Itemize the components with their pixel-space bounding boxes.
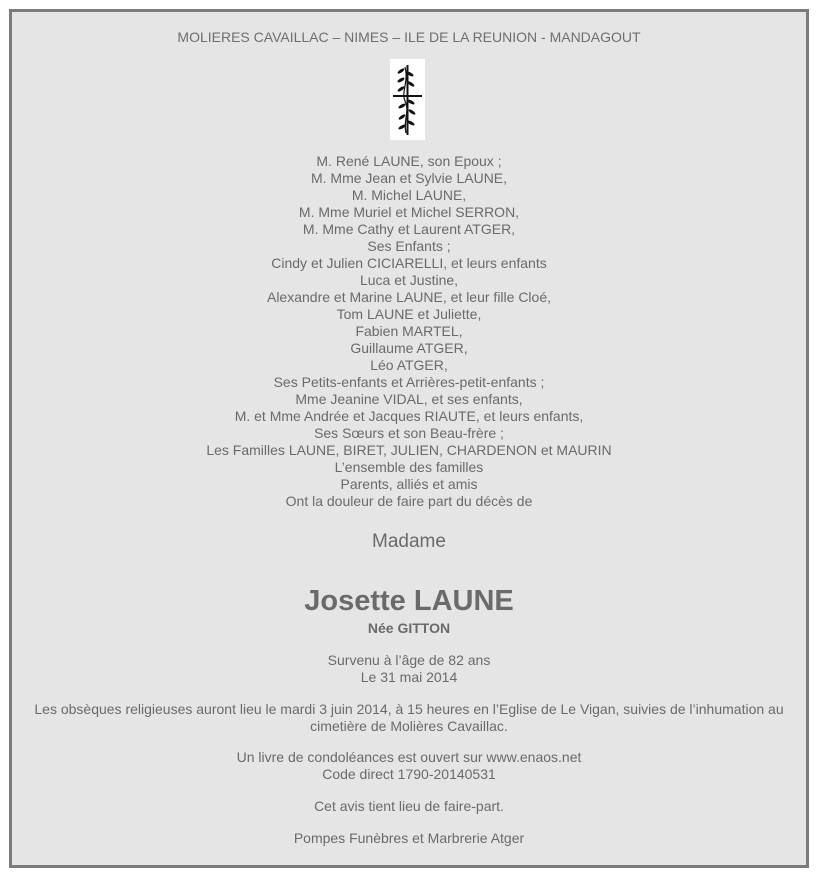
family-line: Ses Sœurs et son Beau-frère ; [314, 425, 504, 441]
family-line: L’ensemble des familles [334, 459, 484, 475]
family-line: Luca et Justine, [359, 272, 459, 288]
family-line: M. René LAUNE, son Epoux ; [316, 153, 502, 169]
family-line: Cindy et Julien CICIARELLI, et leurs enfants [271, 255, 547, 271]
family-line: M. Mme Cathy et Laurent ATGER, [302, 221, 516, 237]
maiden-name: Née GITTON [367, 620, 451, 636]
family-line: M. Mme Jean et Sylvie LAUNE, [310, 170, 508, 186]
family-line: M. Michel LAUNE, [351, 187, 467, 203]
family-line: Léo ATGER, [370, 357, 448, 373]
deceased-title: Madame [372, 531, 446, 552]
family-line: Ses Enfants ; [367, 238, 451, 254]
deceased-name: Josette LAUNE [304, 585, 514, 617]
funeral-details: Les obsèques religieuses auront lieu le mardi 3 juin 2014, à 15 heures en l’Eglise de Le Vigan, suivies de l’inhumation au cimetière de Molières Cavaillac. [34, 701, 784, 734]
date-line: Le 31 mai 2014 [360, 669, 458, 685]
funeral-home: Pompes Funèbres et Marbrerie Atger [293, 830, 525, 846]
cross-with-olive-branch-icon [390, 59, 425, 140]
family-line: Parents, alliés et amis [340, 476, 478, 492]
family-line: Tom LAUNE et Juliette, [336, 306, 482, 322]
condolences-info [24, 749, 794, 783]
family-list [12, 153, 806, 510]
obituary-notice [9, 9, 809, 868]
locations-header: MOLIERES CAVAILLAC – NIMES – ILE DE LA REUNION - MANDAGOUT [177, 29, 641, 45]
family-line: Guillaume ATGER, [350, 340, 468, 356]
family-line: Les Familles LAUNE, BIRET, JULIEN, CHARDENON et MAURIN [206, 442, 612, 458]
family-line: Alexandre et Marine LAUNE, et leur fille Cloé, [266, 289, 552, 305]
family-line: M. Mme Muriel et Michel SERRON, [298, 204, 520, 220]
condolences-line: Un livre de condoléances est ouvert sur www.enaos.net [236, 749, 582, 765]
death-info [24, 652, 794, 686]
notice-line: Cet avis tient lieu de faire-part. [314, 798, 504, 814]
condolences-code: Code direct 1790-20140531 [322, 766, 496, 782]
family-line: Ses Petits-enfants et Arrières-petit-enfants ; [273, 374, 545, 390]
age-line: Survenu à l’âge de 82 ans [327, 652, 491, 668]
family-line: Fabien MARTEL, [355, 323, 463, 339]
family-line: Mme Jeanine VIDAL, et ses enfants, [295, 391, 523, 407]
family-line: Ont la douleur de faire part du décès de [285, 493, 533, 509]
family-line: M. et Mme Andrée et Jacques RIAUTE, et leurs enfants, [234, 408, 584, 424]
